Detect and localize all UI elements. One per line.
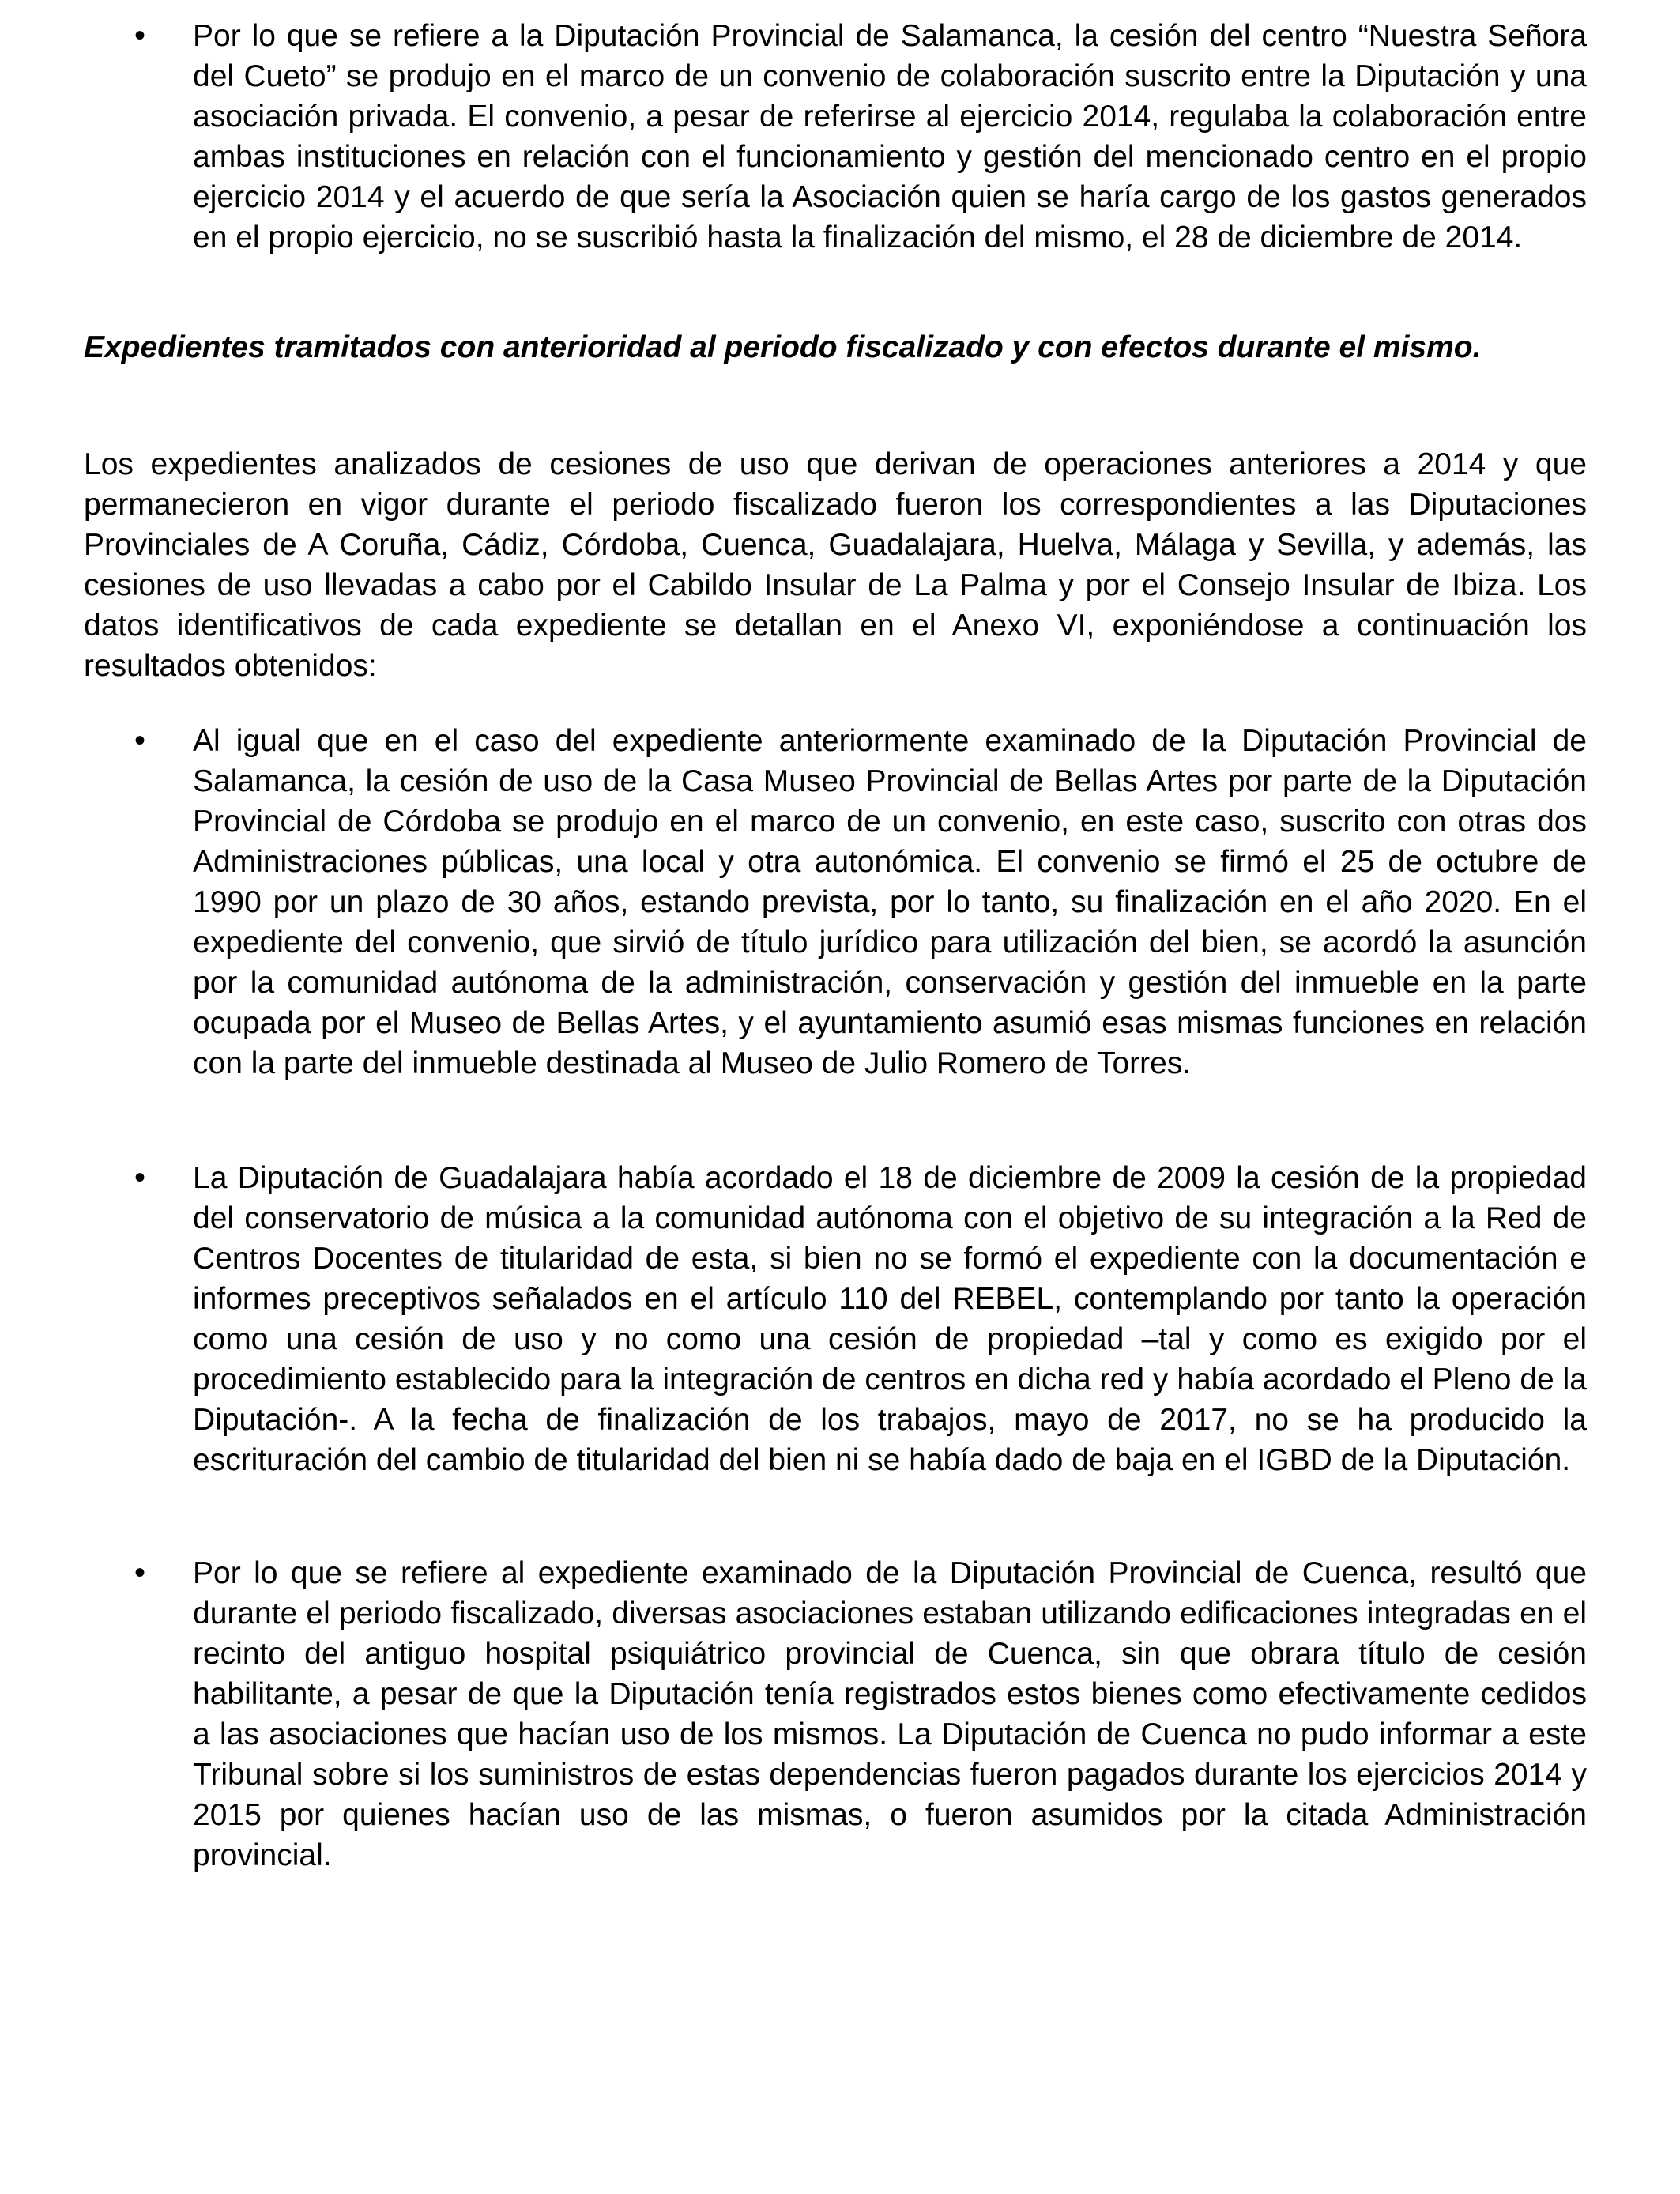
bullet-marker: • — [134, 18, 146, 53]
list-item-text: Al igual que en el caso del expediente anteriormente examinado de la Diputación Provincial de Salamanca, la cesión de uso de la Casa Museo Provincial de Bellas Artes por parte de la Diputación Provincial de Córdoba se produjo en el marco de un convenio, en este caso, suscrito con otras dos Administraciones públicas, una local y otra autonómica. El convenio se firmó el 25 de octubre de 1990 por un plazo de 30 años, estando prevista, por lo tanto, su finalización en el año 2020. En el expediente del convenio, que sirvió de título jurídico para utilización del bien, se acordó la asunción por la comunidad autónoma de la administración, conservación y gestión del inmueble en la parte ocupada por el Museo de Bellas Artes, y el ayuntamiento asumió esas mismas funciones en relación con la parte del inmueble destinada al Museo de Julio Romero de Torres. — [193, 724, 1587, 1080]
list-item-text: La Diputación de Guadalajara había acordado el 18 de diciembre de 2009 la cesión de la propiedad del conservatorio de música a la comunidad autónoma con el objetivo de su integración a la Red de Centros Docentes de titularidad de esta, si bien no se formó el expediente con la documentación e informes preceptivos señalados en el artículo 110 del REBEL, contemplando por tanto la operación como una cesión de uso y no como una cesión de propiedad –tal y como es exigido por el procedimiento establecido para la integración de centros en dicha red y había acordado el Pleno de la Diputación-. A la fecha de finalización de los trabajos, mayo de 2017, no se ha producido la escrituración del cambio de titularidad del bien ni se había dado de baja en el IGBD de la Diputación. — [193, 1161, 1587, 1477]
bullet-marker: • — [134, 723, 146, 758]
section-heading: Expedientes tramitados con anterioridad al periodo fiscalizado y con efectos durante el mismo. — [84, 330, 1482, 364]
bullet-marker: • — [134, 1160, 146, 1195]
bullet-marker: • — [134, 1555, 146, 1590]
intro-paragraph: Los expedientes analizados de cesiones de uso que derivan de operaciones anteriores a 2014 y que permanecieron en vigor durante el periodo fiscalizado fueron los correspondientes a las Diputaciones Provinciales de A Coruña, Cádiz, Córdoba, Cuenca, Guadalajara, Huelva, Málaga y Sevilla, y además, las cesiones de uso llevadas a cabo por el Cabildo Insular de La Palma y por el Consejo Insular de Ibiza. Los datos identificativos de cada expediente se detallan en el Anexo VI, exponiéndose a continuación los resultados obtenidos: — [84, 447, 1587, 683]
list-item-text: Por lo que se refiere al expediente examinado de la Diputación Provincial de Cuenca, resultó que durante el periodo fiscalizado, diversas asociaciones estaban utilizando edificaciones integradas en el recinto del antiguo hospital psiquiátrico provincial de Cuenca, sin que obrara título de cesión habilitante, a pesar de que la Diputación tenía registrados estos bienes como efectivamente cedidos a las asociaciones que hacían uso de los mismos. La Diputación de Cuenca no pudo informar a este Tribunal sobre si los suministros de estas dependencias fueron pagados durante los ejercicios 2014 y 2015 por quienes hacían uso de las mismas, o fueron asumidos por la citada Administración provincial. — [193, 1556, 1587, 1872]
list-item-text: Por lo que se refiere a la Diputación Provincial de Salamanca, la cesión del centro “Nuestra Señora del Cueto” se produjo en el marco de un convenio de colaboración suscrito entre la Diputación y una asociación privada. El convenio, a pesar de referirse al ejercicio 2014, regulaba la colaboración entre ambas instituciones en relación con el funcionamiento y gestión del mencionado centro en el propio ejercicio 2014 y el acuerdo de que sería la Asociación quien se haría cargo de los gastos generados en el propio ejercicio, no se suscribió hasta la finalización del mismo, el 28 de diciembre de 2014. — [193, 19, 1587, 254]
